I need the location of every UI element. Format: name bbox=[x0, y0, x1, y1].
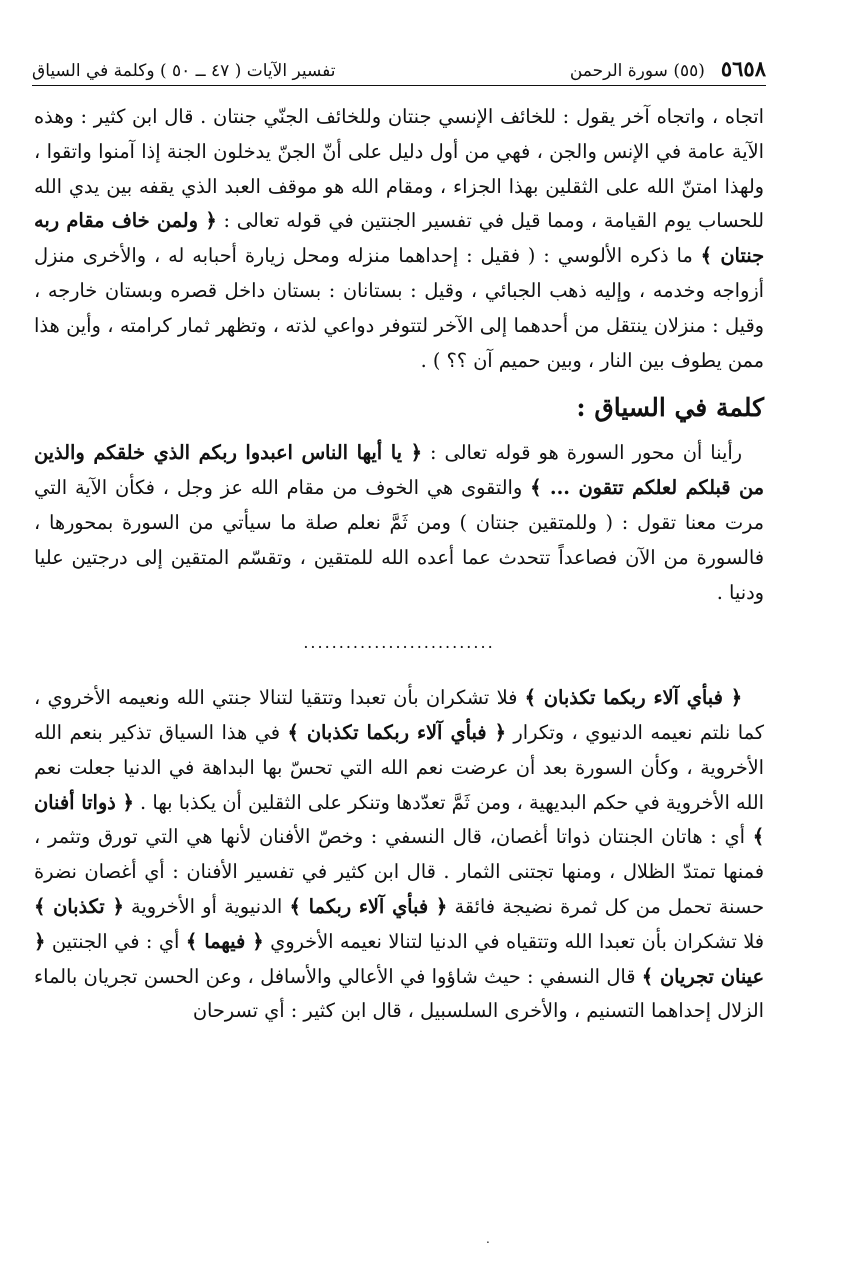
text-span: فلا تشكران بأن تعبدا وتتقيا لتنالا جنتي الله ونعيمه الأخروي ، كما نلتم نعيمه الدنيوي ، وتكرار bbox=[34, 686, 764, 744]
quran-verse: ﴿ يا أيها الناس اعبدوا ربكم الذي خلقكم والذين من قبلكم لعلكم تتقون ... ﴾ bbox=[34, 441, 764, 500]
running-header bbox=[32, 50, 766, 86]
paragraph-3 bbox=[34, 681, 764, 1029]
quran-verse: ﴿ ولمن خاف مقام ربه جنتان ﴾ bbox=[34, 209, 764, 268]
paragraph-2 bbox=[34, 436, 764, 610]
text-span: أي : في الجنتين bbox=[45, 929, 186, 953]
text-span: فلا تشكران بأن تعبدا الله وتتقياه في الدنيا لتنالا نعيمه الأخروي bbox=[263, 929, 764, 953]
page-number: ٥٦٥٨ bbox=[720, 56, 766, 81]
text-span: أي : هاتان الجنتان ذواتا أغصان، قال النسفي : وخصّ الأفنان لأنها هي التي تورق وتثمر ، فمنها تمتدّ الظلال ، ومنها تجتنى الثمار . قال ابن كثير في تفسير الأفنان : أي أغصان نضرة حسنة تحمل من كل ثمرة نضيجة فائقة bbox=[34, 825, 764, 918]
text-span: الدنيوية أو الأخروية bbox=[123, 894, 290, 918]
quran-verse: ﴿ فبأي آلاء ربكما تكذبان ﴾ bbox=[287, 720, 506, 744]
text-span: قال النسفي : حيث شاؤوا في الأعالي والأسافل ، وعن الحسن تجريان بالماء الزلال إحداهما التسنيم ، والأخرى السلسبيل ، قال ابن كثير : أي تسرحان bbox=[34, 964, 764, 1023]
text-span: اتجاه ، واتجاه آخر يقول : للخائف الإنسي جنتان وللخائف الجنّي جنتان . قال ابن كثير : وهذه الآية عامة في الإنس والجن ، فهي من أول دليل على أنّ الجنّ يدخلون الجنة إذا آمنوا واتقوا ، ولهذا امتنّ الله على الثقلين بهذا الجزاء ، ومقام الله هو موقف العبد الذي يقفه بين يدي الله للحساب يوم القيامة ، ومما قيل في تفسير الجنتين في قوله تعالى : bbox=[34, 105, 764, 233]
page-body bbox=[34, 100, 764, 1029]
header-right bbox=[570, 56, 766, 81]
text-span: في هذا السياق تذكير بنعم الله الأخروية ، وكأن السورة بعد أن عرضت نعم الله التي تحسّ بها البداهة في الدنيا جعلت نعم الله الأخروية في حكم البديهية ، ومن ثَمَّ تعدّدها وتنكر على الثقلين أن يكذبا بها . bbox=[34, 720, 764, 814]
quran-verse: ﴿ تكذبان ﴾ bbox=[34, 894, 124, 918]
quran-verse: ﴿ ذواتا أفنان ﴾ bbox=[34, 790, 764, 849]
footer-mark: . bbox=[486, 1232, 490, 1246]
section-title: تفسير الآيات ( ٤٧ ــ ٥٠ ) وكلمة في السياق bbox=[32, 61, 336, 81]
text-span: رأينا أن محور السورة هو قوله تعالى : bbox=[421, 441, 742, 465]
paragraph-1 bbox=[34, 100, 764, 378]
quran-verse: ﴿ فيهما ﴾ bbox=[185, 929, 264, 953]
quran-verse: ﴿ فبأي آلاء ربكما ﴾ bbox=[289, 894, 448, 918]
separator-dots: ........................... bbox=[303, 633, 495, 653]
surah-name: (٥٥) سورة الرحمن bbox=[569, 61, 705, 81]
section-heading: كلمة في السياق : bbox=[576, 393, 764, 423]
text-span: ما ذكره الألوسي : ( فقيل : إحداهما منزله ومحل زيارة أحبابه له ، والأخرى منزل أزواجه وخدمه ، وإليه ذهب الجبائي ، وقيل : بستانان : بستان داخل قصره وبستان خارجه ، وقيل : منزلان ينتقل من أحدهما إلى الآخر لتتوفر دواعي لذته ، وتظهر ثمار كرامته ، وأين هذا ممن يطوف بين النار ، وبين حميم آن ؟؟ ) . bbox=[34, 244, 764, 372]
text-span: والتقوى هي الخوف من مقام الله عز وجل ، فكأن الآية التي مرت معنا تقول : ( وللمتقين جنتان ) ومن ثَمَّ نعلم صلة ما سيأتي من السورة بمحورها ، فالسورة من الآن فصاعداً تتحدث عما أعده الله للمتقين ، وتقسّم المتقين إلى درجتين عليا ودنيا . bbox=[34, 476, 764, 604]
quran-verse: ﴿ عينان تجريان ﴾ bbox=[34, 929, 764, 988]
quran-verse: ﴿ فبأي آلاء ربكما تكذبان ﴾ bbox=[524, 686, 742, 710]
